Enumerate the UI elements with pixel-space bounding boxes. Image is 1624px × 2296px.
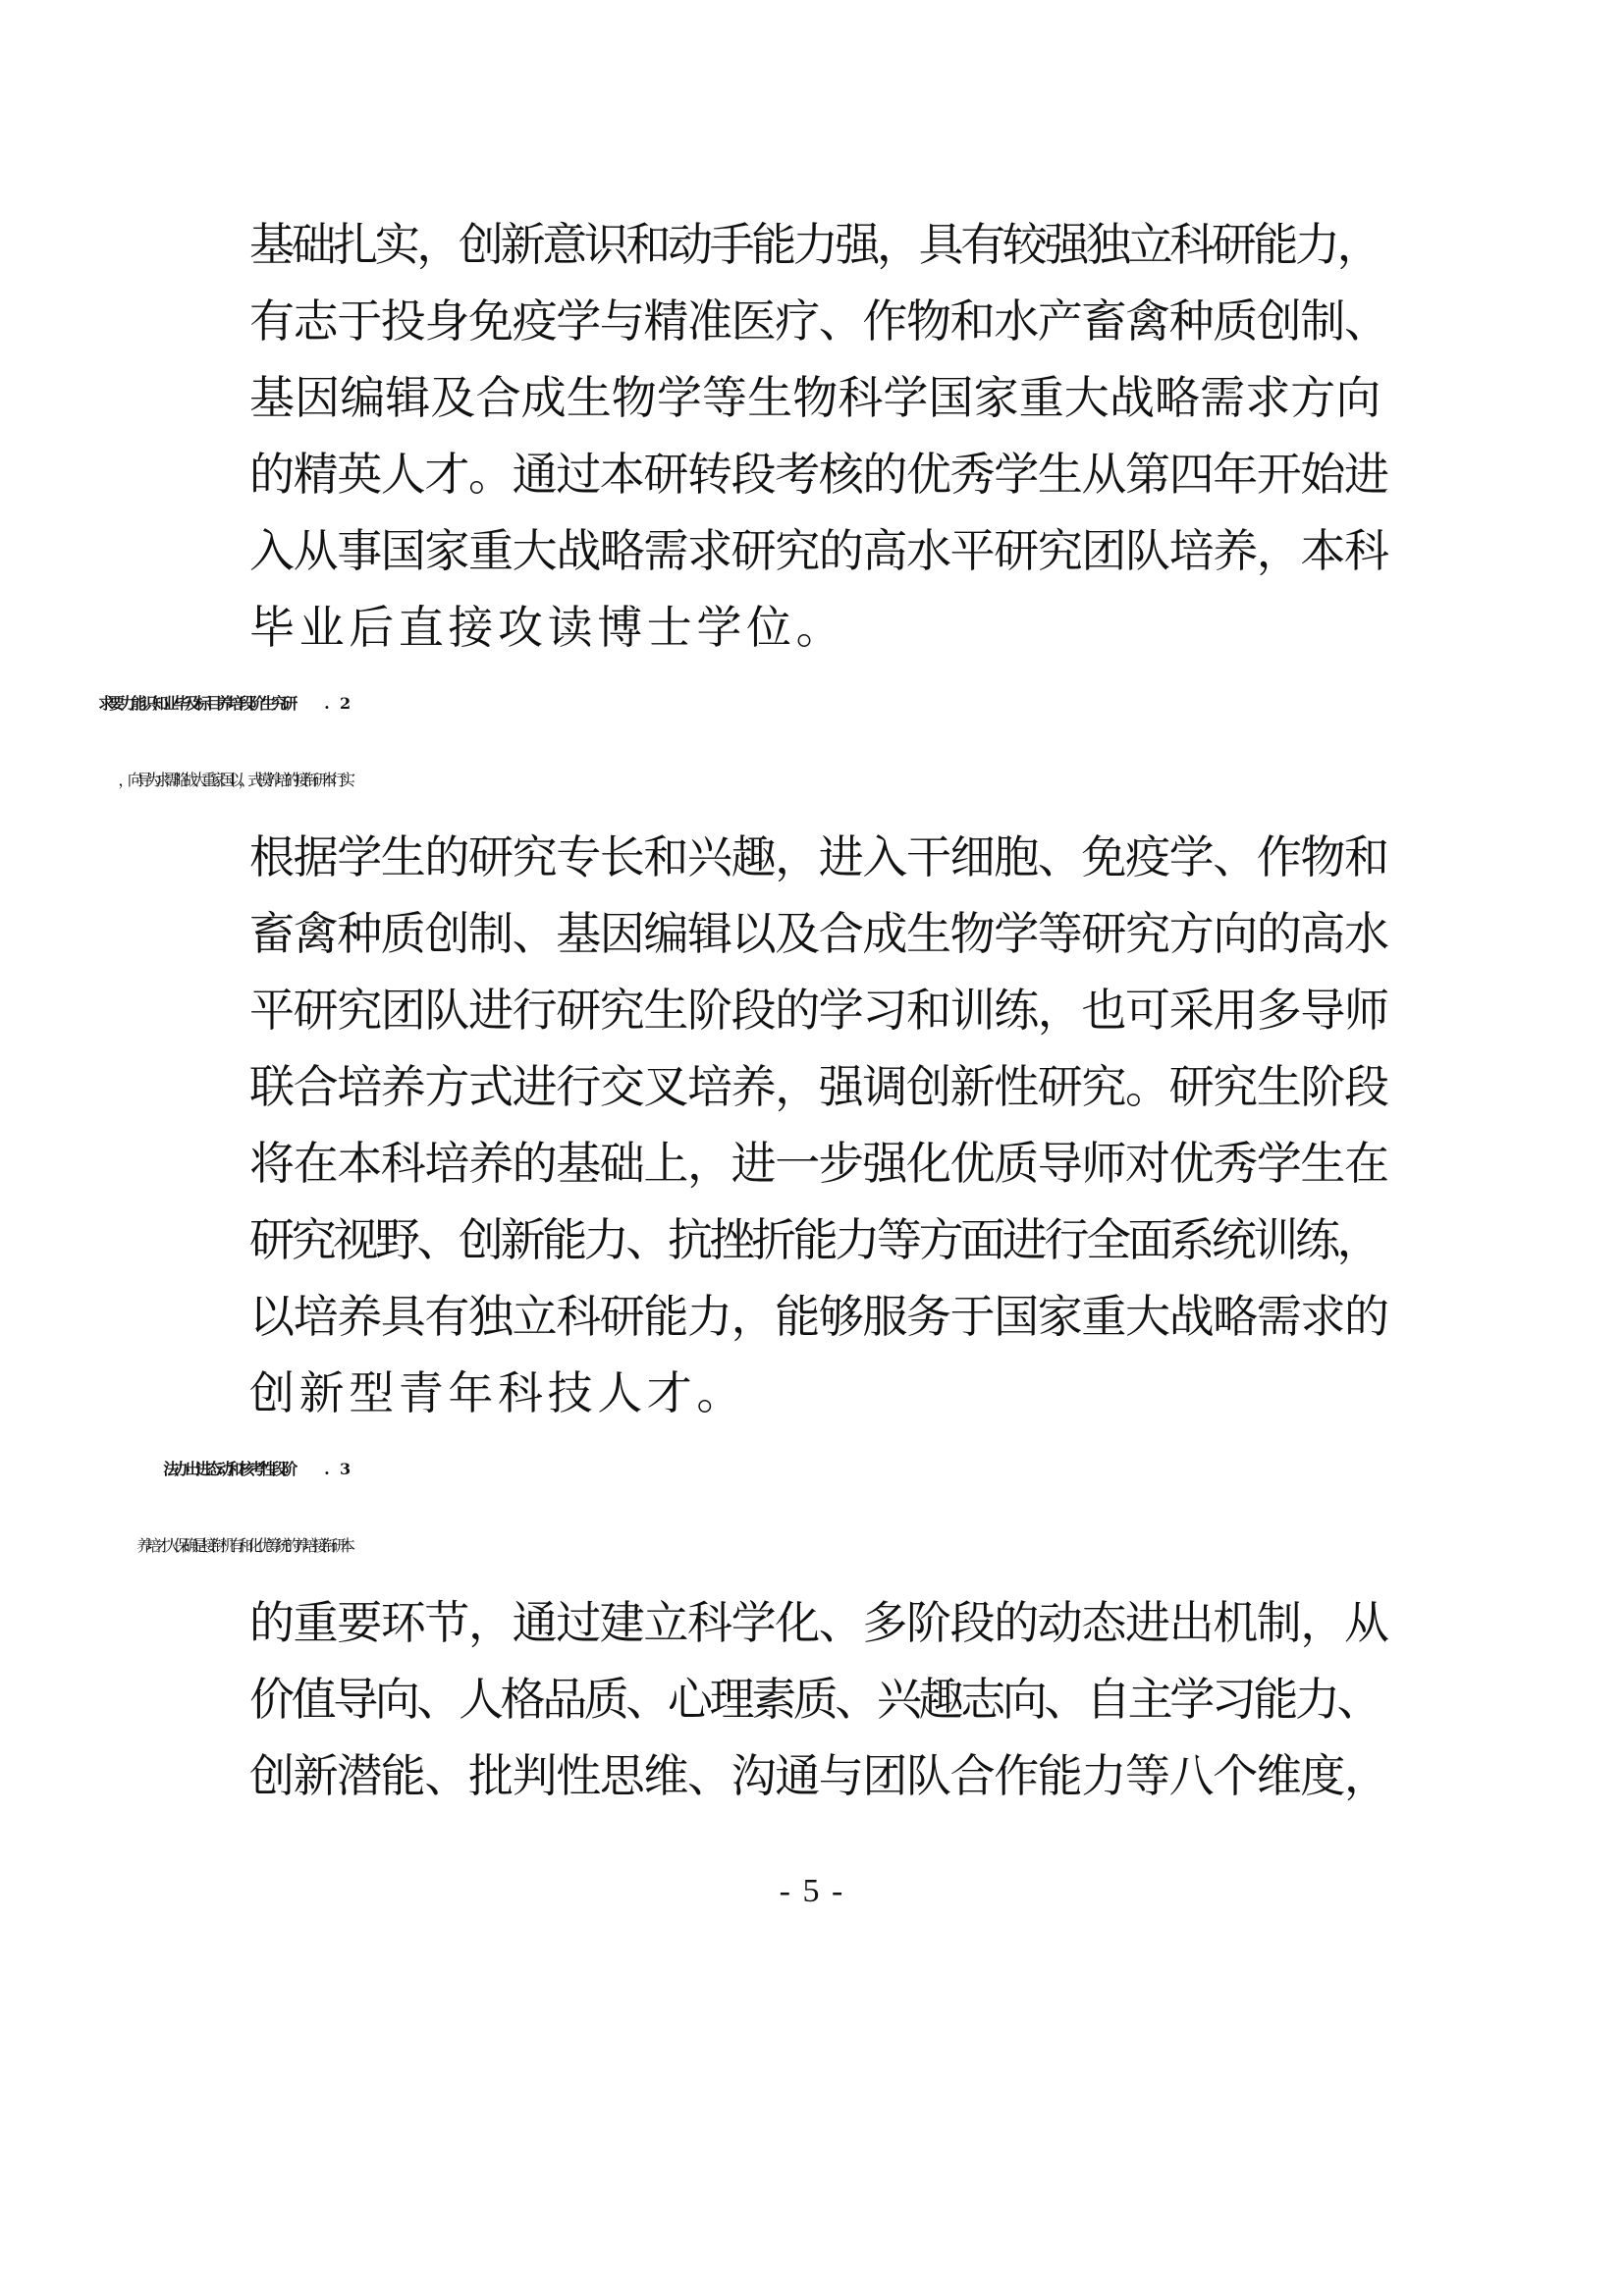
section-heading <box>340 666 1479 742</box>
paragraph-line: 研究视野、创新能力、抗挫折能力等方面进行全面系统训练， <box>249 1213 1380 1266</box>
paragraph-line: 畜禽种质创制、基因编辑以及合成生物学等研究方向的高水 <box>249 907 1388 960</box>
paragraph-line: 联合培养方式进行交叉培养，强调创新性研究。研究生阶段 <box>249 1060 1388 1113</box>
paragraph-line: 的重要环节，通过建立科学化、多阶段的动态进出机制，从 <box>249 1596 1388 1649</box>
section-heading <box>340 1431 1479 1508</box>
paragraph-line: 将在本科培养的基础上，进一步强化优质导师对优秀学生在 <box>249 1137 1388 1190</box>
paragraph-line <box>340 742 1479 819</box>
paragraph-line: 平研究团队进行研究生阶段的学习和训练，也可采用多导师 <box>249 984 1388 1037</box>
paragraph-line: 创新潜能、批判性思维、沟通与团队合作能力等八个维度， <box>249 1749 1388 1802</box>
paragraph-line: 有志于投身免疫学与精准医疗、作物和水产畜禽种质创制、 <box>249 294 1388 347</box>
paragraph-line: 根据学生的研究专长和兴趣，进入干细胞、免疫学、作物和 <box>249 830 1388 883</box>
paragraph-line: 价值导向、人格品质、心理素质、兴趣志向、自主学习能力、 <box>249 1673 1380 1726</box>
paragraph-line: 入从事国家重大战略需求研究的高水平研究团队培养，本科 <box>249 524 1388 577</box>
page-number: - 5 - <box>779 1873 845 1909</box>
paragraph-line: 的精英人才。通过本研转段考核的优秀学生从第四年开始进 <box>249 448 1388 501</box>
paragraph-line <box>340 1508 1479 1584</box>
paragraph-line: 创新型青年科技人才。 <box>249 1366 746 1419</box>
paragraph-line: 毕业后直接攻读博士学位。 <box>249 601 846 654</box>
paragraph-line: 以培养具有独立科研能力，能够服务于国家重大战略需求的 <box>249 1290 1388 1343</box>
paragraph-line: 基础扎实，创新意识和动手能力强，具有较强独立科研能力， <box>249 218 1380 271</box>
paragraph-line: 基因编辑及合成生物学等生物科学国家重大战略需求方向 <box>249 371 1381 424</box>
